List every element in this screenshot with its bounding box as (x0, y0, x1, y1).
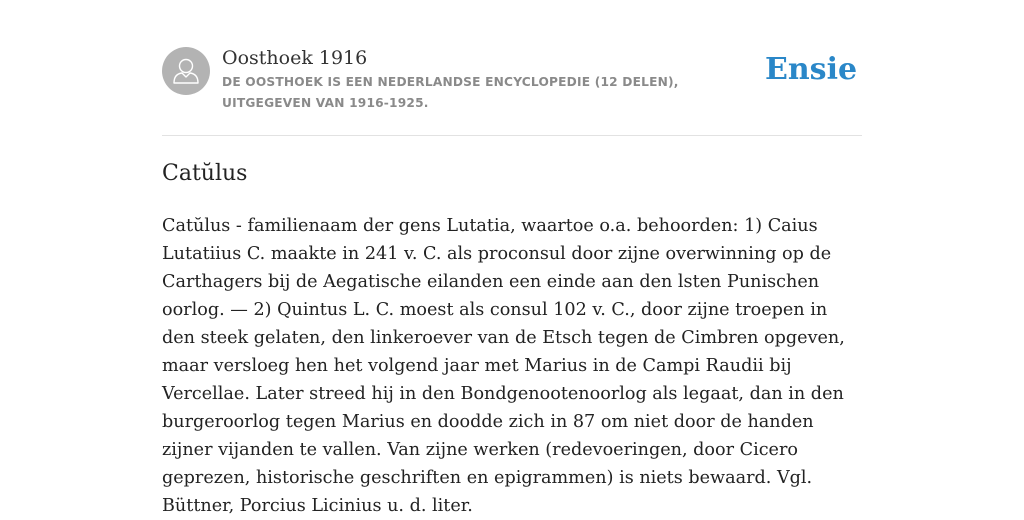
entry-body: Catŭlus - familienaam der gens Lutatia, waartoe o.a. behoorden: 1) Caius Lutatiius C. maakte in 241 v. C. als proconsul door zijne overwinning op de Carthagers bij de Aegatische eilanden een einde aan den lsten Punischen oorlog. — 2) Quintus L. C. moest als consul 102 v. C., door zijne troepen in den steek gelaten, den linkeroever van de Etsch tegen de Cimbren opgeven, maar versloeg hen het volgend jaar met Marius in de Campi Raudii bij Vercellae. Later streed hij in den Bondgenootenoorlog als legaat, dan in den burgeroorlog tegen Marius en doodde zich in 87 om niet door de handen zijner vijanden te vallen. Van zijne werken (redevoeringen, door Cicero geprezen, historische geschriften en epigrammen) is niets bewaard. Vgl. Büttner, Porcius Licinius u. d. liter. (162, 216, 845, 516)
header-divider (162, 135, 862, 136)
source-title[interactable]: Oosthoek 1916 (222, 47, 368, 69)
source-avatar[interactable] (162, 47, 210, 95)
source-description: DE OOSTHOEK IS EEN NEDERLANDSE ENCYCLOPEDIE (12 DELEN), UITGEGEVEN VAN 1916-1925. (222, 75, 679, 110)
user-silhouette-icon (162, 47, 210, 95)
entry-title: Catŭlus (162, 161, 248, 186)
source-header (162, 46, 862, 116)
brand-logo[interactable]: Ensie (765, 52, 858, 87)
